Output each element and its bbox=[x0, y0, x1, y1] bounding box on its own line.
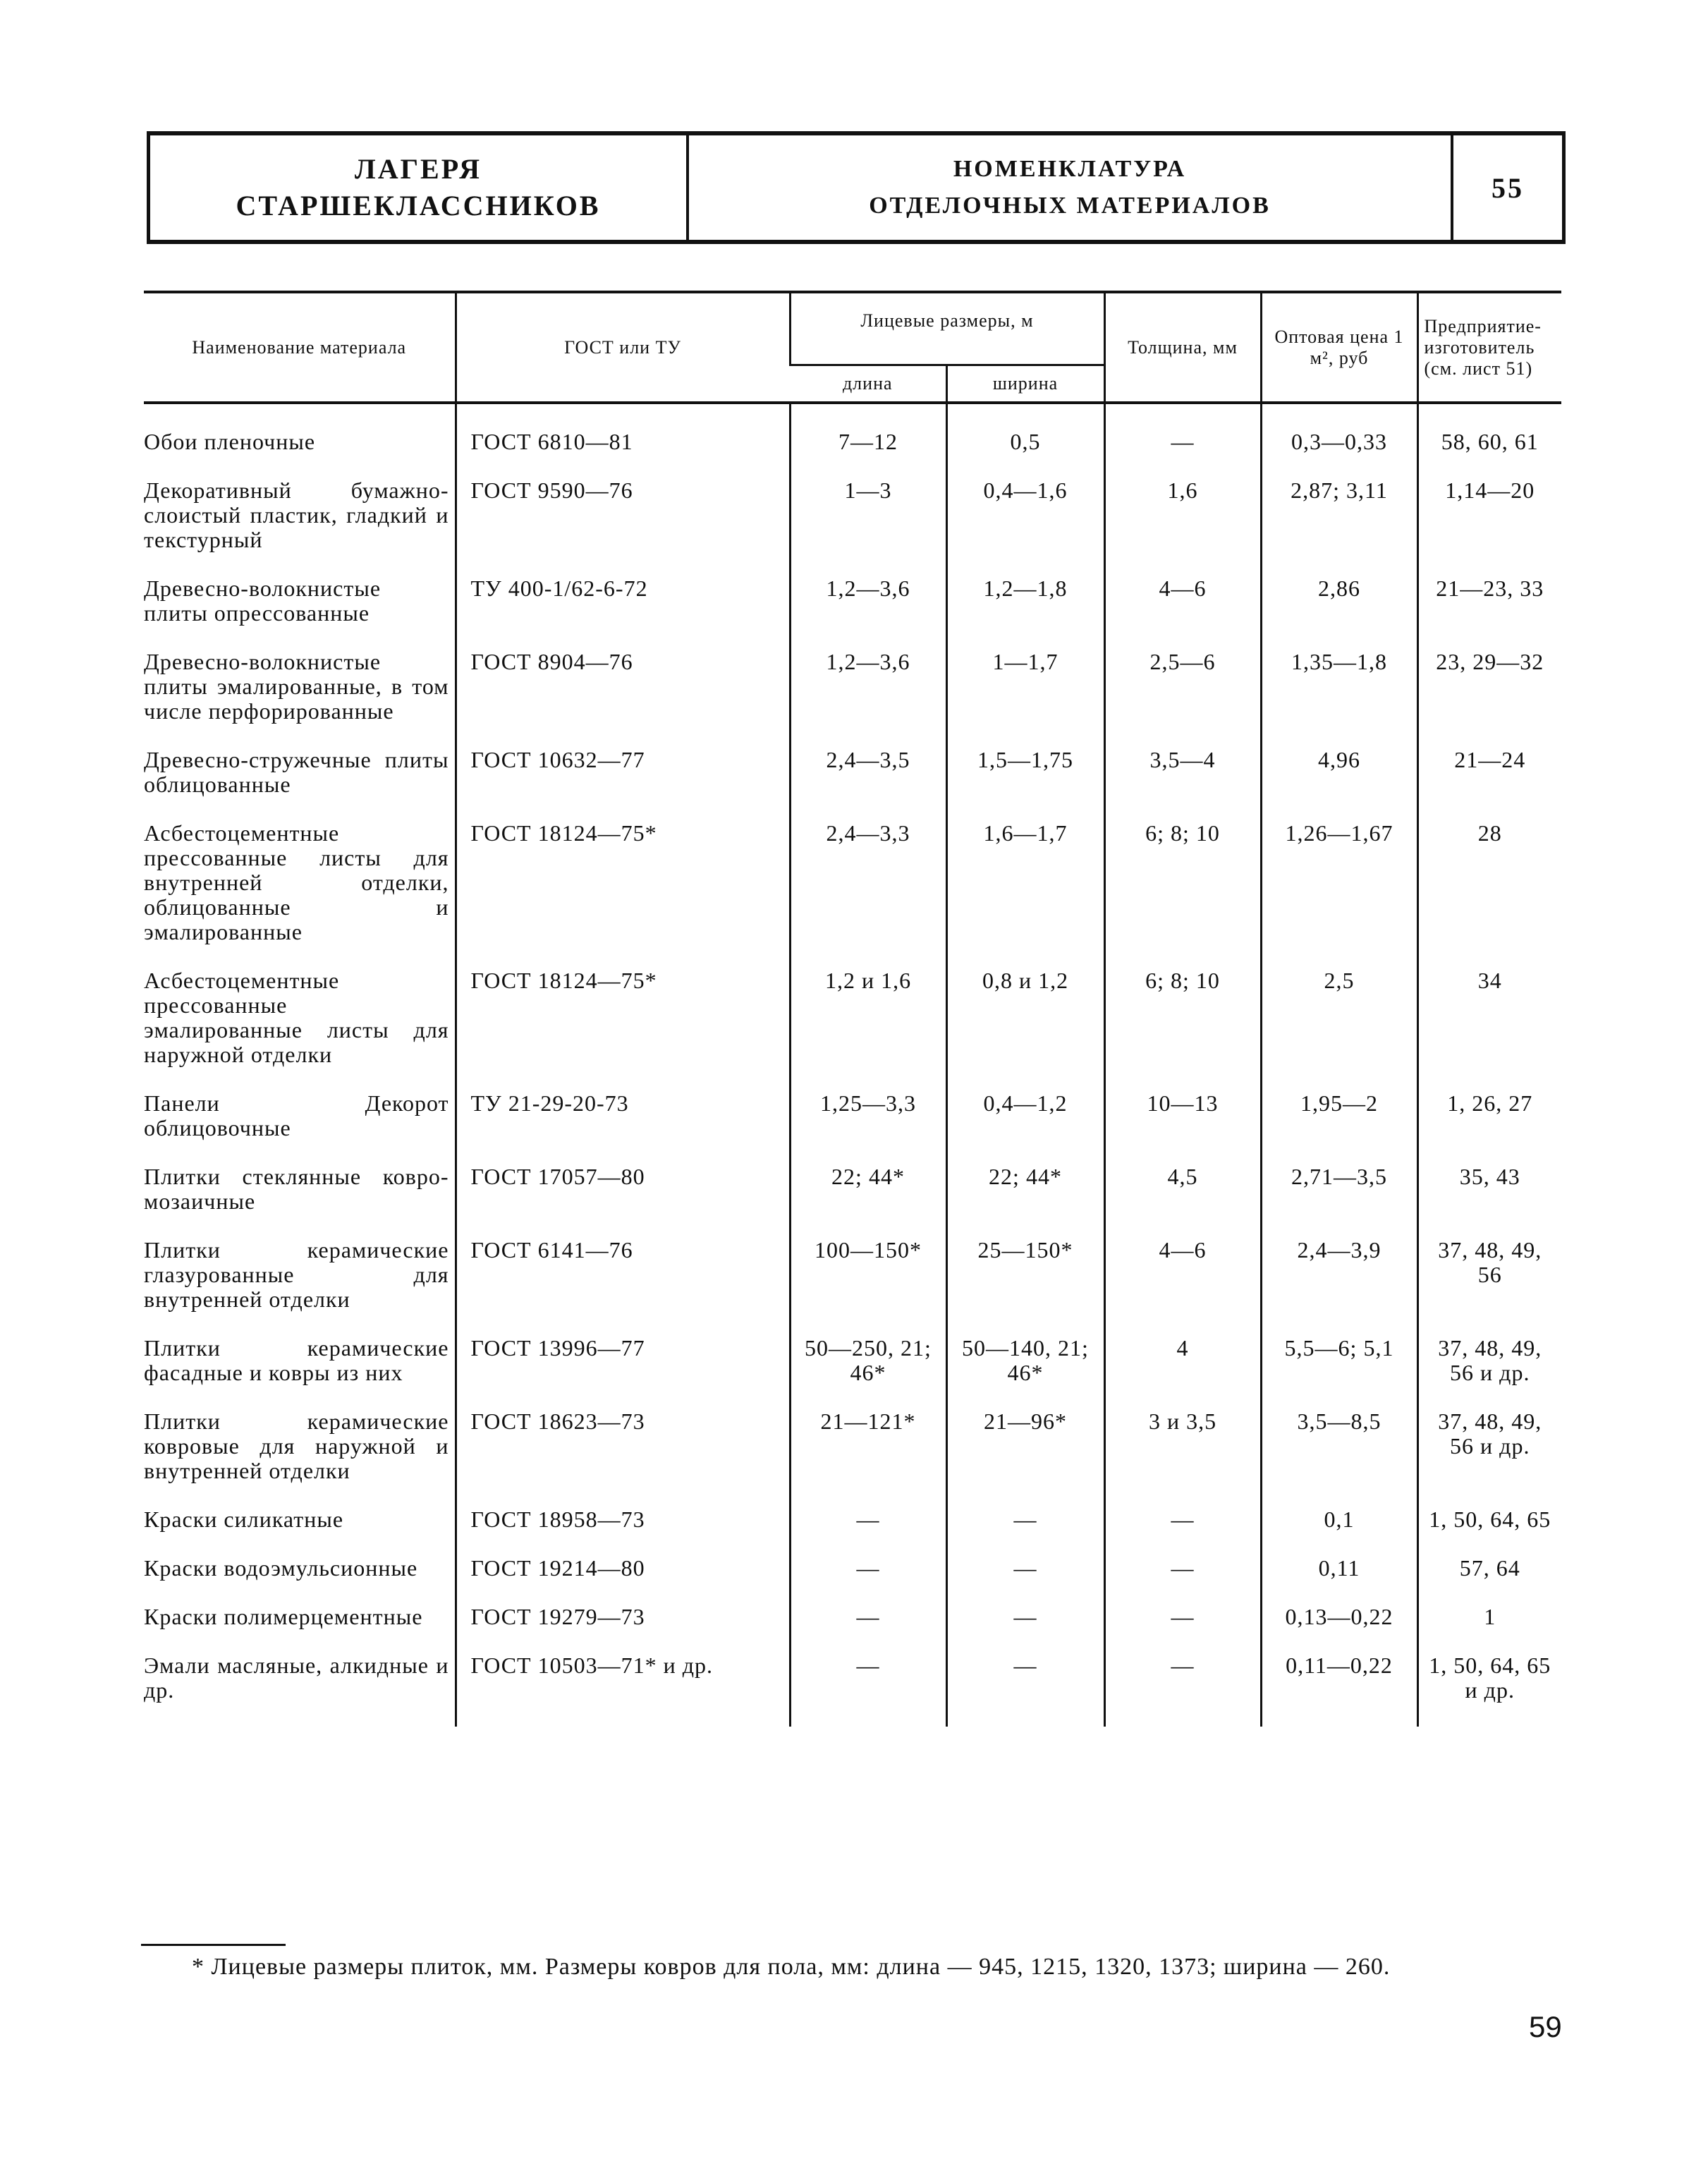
cell-maker: 23, 29—32 bbox=[1417, 650, 1561, 748]
cell-gost: ГОСТ 6141—76 bbox=[456, 1238, 790, 1336]
cell-name: Плитки керамические фасадные и ковры из них bbox=[144, 1335, 449, 1385]
cell-width: — bbox=[946, 1556, 1104, 1605]
sheet-title-line1: НОМЕНКЛАТУРА bbox=[953, 156, 1187, 182]
col-header-thickness: Толщина, мм bbox=[1104, 292, 1261, 403]
cell-maker: 58, 60, 61 bbox=[1417, 403, 1561, 478]
cell-thickness: 4 bbox=[1104, 1336, 1261, 1409]
cell-name: Древесно-волокнистые плиты опрессованные bbox=[144, 576, 382, 626]
cell-gost: ГОСТ 13996—77 bbox=[456, 1336, 790, 1409]
table-row bbox=[144, 1336, 1561, 1409]
table-row bbox=[144, 650, 1561, 748]
cell-thickness: 10—13 bbox=[1104, 1091, 1261, 1164]
section-title bbox=[150, 135, 689, 240]
cell-thickness: 1,6 bbox=[1104, 478, 1261, 576]
cell-length: — bbox=[790, 1605, 946, 1653]
cell-name: Асбестоцементные прессованные эмалированные листы для наружной отделки bbox=[144, 968, 449, 1067]
cell-length: — bbox=[790, 1653, 946, 1727]
cell-name: Краски водоэмульсионные bbox=[144, 1555, 418, 1581]
cell-price: 3,5—8,5 bbox=[1261, 1409, 1417, 1507]
sheet-number: 55 bbox=[1492, 171, 1524, 204]
cell-gost: ГОСТ 19214—80 bbox=[456, 1556, 790, 1605]
cell-name: Плитки керамические глазурованные для внутренней отделки bbox=[144, 1237, 449, 1312]
cell-thickness: — bbox=[1104, 1653, 1261, 1727]
cell-price: 2,87; 3,11 bbox=[1261, 478, 1417, 576]
cell-width: 50—140, 21; 46* bbox=[946, 1336, 1104, 1409]
cell-name: Обои пленочные bbox=[144, 429, 316, 454]
cell-name: Краски силикатные bbox=[144, 1507, 344, 1532]
cell-price: 0,1 bbox=[1261, 1507, 1417, 1556]
cell-length: 1—3 bbox=[790, 478, 946, 576]
cell-maker: 21—23, 33 bbox=[1417, 576, 1561, 650]
cell-name: Плитки стеклянные ковро-мозаичные bbox=[144, 1164, 449, 1214]
table-row bbox=[144, 1556, 1561, 1605]
cell-thickness: — bbox=[1104, 1507, 1261, 1556]
cell-thickness: — bbox=[1104, 1556, 1261, 1605]
cell-length: 7—12 bbox=[790, 403, 946, 478]
cell-maker: 35, 43 bbox=[1417, 1164, 1561, 1238]
cell-price: 5,5—6; 5,1 bbox=[1261, 1336, 1417, 1409]
cell-price: 0,13—0,22 bbox=[1261, 1605, 1417, 1653]
cell-gost: ГОСТ 6810—81 bbox=[456, 403, 790, 478]
cell-gost: ГОСТ 18958—73 bbox=[456, 1507, 790, 1556]
page-number: 59 bbox=[1529, 2010, 1562, 2043]
cell-maker: 1,14—20 bbox=[1417, 478, 1561, 576]
cell-price: 1,95—2 bbox=[1261, 1091, 1417, 1164]
cell-width: — bbox=[946, 1653, 1104, 1727]
cell-name: Древесно-стружечные плиты облицованные bbox=[144, 747, 449, 797]
section-title-line2: СТАРШЕКЛАССНИКОВ bbox=[236, 190, 601, 221]
col-header-gost: ГОСТ или ТУ bbox=[456, 292, 790, 403]
cell-maker: 37, 48, 49, 56 и др. bbox=[1417, 1336, 1561, 1409]
cell-gost: ГОСТ 10632—77 bbox=[456, 748, 790, 821]
cell-thickness: 4—6 bbox=[1104, 1238, 1261, 1336]
table-row bbox=[144, 478, 1561, 576]
cell-gost: ГОСТ 19279—73 bbox=[456, 1605, 790, 1653]
cell-width: 1,5—1,75 bbox=[946, 748, 1104, 821]
cell-width: 25—150* bbox=[946, 1238, 1104, 1336]
cell-thickness: 4—6 bbox=[1104, 576, 1261, 650]
cell-price: 4,96 bbox=[1261, 748, 1417, 821]
cell-length: 100—150* bbox=[790, 1238, 946, 1336]
cell-thickness: — bbox=[1104, 403, 1261, 478]
footnote: * Лицевые размеры плиток, мм. Размеры ковров для пола, мм: длина — 945, 1215, 1320, 1373; ширина — 260. bbox=[192, 1954, 1391, 1980]
cell-gost: ТУ 21-29-20-73 bbox=[456, 1091, 790, 1164]
cell-width: 0,8 и 1,2 bbox=[946, 968, 1104, 1091]
cell-width: 1—1,7 bbox=[946, 650, 1104, 748]
col-header-length: длина bbox=[790, 365, 946, 403]
cell-length: 1,2—3,6 bbox=[790, 576, 946, 650]
table-row bbox=[144, 968, 1561, 1091]
table-row bbox=[144, 1605, 1561, 1653]
table-row bbox=[144, 748, 1561, 821]
cell-price: 0,11—0,22 bbox=[1261, 1653, 1417, 1727]
col-header-face-sizes: Лицевые размеры, м bbox=[790, 292, 1104, 365]
cell-gost: ГОСТ 10503—71* и др. bbox=[456, 1653, 790, 1727]
cell-length: 1,25—3,3 bbox=[790, 1091, 946, 1164]
cell-name: Краски полимерцементные bbox=[144, 1604, 423, 1629]
cell-thickness: 3 и 3,5 bbox=[1104, 1409, 1261, 1507]
col-header-price: Оптовая цена 1 м², руб bbox=[1261, 292, 1417, 403]
cell-length: 50—250, 21; 46* bbox=[790, 1336, 946, 1409]
cell-width: 1,2—1,8 bbox=[946, 576, 1104, 650]
table-row bbox=[144, 1091, 1561, 1164]
cell-maker: 1, 26, 27 bbox=[1417, 1091, 1561, 1164]
cell-length: 22; 44* bbox=[790, 1164, 946, 1238]
cell-width: — bbox=[946, 1605, 1104, 1653]
cell-gost: ГОСТ 8904—76 bbox=[456, 650, 790, 748]
cell-maker: 37, 48, 49, 56 bbox=[1417, 1238, 1561, 1336]
cell-maker: 21—24 bbox=[1417, 748, 1561, 821]
cell-thickness: 3,5—4 bbox=[1104, 748, 1261, 821]
table-row bbox=[144, 1409, 1561, 1507]
materials-table bbox=[144, 291, 1561, 1727]
cell-maker: 34 bbox=[1417, 968, 1561, 1091]
table-row bbox=[144, 403, 1561, 478]
cell-price: 1,35—1,8 bbox=[1261, 650, 1417, 748]
cell-gost: ГОСТ 18124—75* bbox=[456, 821, 790, 968]
cell-price: 2,86 bbox=[1261, 576, 1417, 650]
cell-width: 21—96* bbox=[946, 1409, 1104, 1507]
col-header-width: ширина bbox=[946, 365, 1104, 403]
cell-price: 2,4—3,9 bbox=[1261, 1238, 1417, 1336]
footnote-rule bbox=[141, 1944, 286, 1946]
cell-name: Древесно-волокнистые плиты эмалированные, в том числе перфорированные bbox=[144, 649, 449, 724]
cell-price: 1,26—1,67 bbox=[1261, 821, 1417, 968]
table-row bbox=[144, 1507, 1561, 1556]
cell-gost: ГОСТ 17057—80 bbox=[456, 1164, 790, 1238]
cell-width: 0,5 bbox=[946, 403, 1104, 478]
cell-width: — bbox=[946, 1507, 1104, 1556]
cell-maker: 28 bbox=[1417, 821, 1561, 968]
cell-length: 21—121* bbox=[790, 1409, 946, 1507]
cell-width: 0,4—1,6 bbox=[946, 478, 1104, 576]
sheet-title-line2: ОТДЕЛОЧНЫХ МАТЕРИАЛОВ bbox=[869, 193, 1271, 219]
cell-width: 0,4—1,2 bbox=[946, 1091, 1104, 1164]
sheet-header bbox=[147, 131, 1566, 244]
cell-maker: 57, 64 bbox=[1417, 1556, 1561, 1605]
cell-length: 1,2 и 1,6 bbox=[790, 968, 946, 1091]
cell-gost: ГОСТ 9590—76 bbox=[456, 478, 790, 576]
table-row bbox=[144, 1238, 1561, 1336]
cell-name: Панели Декорот облицовочные bbox=[144, 1090, 449, 1140]
cell-thickness: 6; 8; 10 bbox=[1104, 968, 1261, 1091]
cell-price: 2,5 bbox=[1261, 968, 1417, 1091]
table-row bbox=[144, 1653, 1561, 1727]
cell-maker: 1, 50, 64, 65 и др. bbox=[1417, 1653, 1561, 1727]
cell-gost: ГОСТ 18124—75* bbox=[456, 968, 790, 1091]
cell-length: 1,2—3,6 bbox=[790, 650, 946, 748]
cell-thickness: 6; 8; 10 bbox=[1104, 821, 1261, 968]
cell-name: Плитки керамические ковровые для наружной и внутренней отделки bbox=[144, 1408, 449, 1483]
cell-length: 2,4—3,3 bbox=[790, 821, 946, 968]
cell-maker: 37, 48, 49, 56 и др. bbox=[1417, 1409, 1561, 1507]
cell-gost: ГОСТ 18623—73 bbox=[456, 1409, 790, 1507]
cell-name: Декоративный бумажно-слоистый пластик, гладкий и текстурный bbox=[144, 477, 449, 552]
cell-maker: 1, 50, 64, 65 bbox=[1417, 1507, 1561, 1556]
cell-name: Эмали масляные, алкидные и др. bbox=[144, 1653, 449, 1703]
cell-thickness: — bbox=[1104, 1605, 1261, 1653]
section-title-line1: ЛАГЕРЯ bbox=[354, 153, 482, 185]
cell-width: 22; 44* bbox=[946, 1164, 1104, 1238]
cell-maker: 1 bbox=[1417, 1605, 1561, 1653]
cell-length: — bbox=[790, 1556, 946, 1605]
cell-thickness: 2,5—6 bbox=[1104, 650, 1261, 748]
cell-price: 0,3—0,33 bbox=[1261, 403, 1417, 478]
cell-thickness: 4,5 bbox=[1104, 1164, 1261, 1238]
table-row bbox=[144, 821, 1561, 968]
table-row bbox=[144, 1164, 1561, 1238]
cell-length: — bbox=[790, 1507, 946, 1556]
cell-length: 2,4—3,5 bbox=[790, 748, 946, 821]
cell-price: 2,71—3,5 bbox=[1261, 1164, 1417, 1238]
col-header-maker: Предприятие-изготовитель (см. лист 51) bbox=[1417, 292, 1561, 403]
cell-price: 0,11 bbox=[1261, 1556, 1417, 1605]
table-row bbox=[144, 576, 1561, 650]
cell-width: 1,6—1,7 bbox=[946, 821, 1104, 968]
cell-name: Асбестоцементные прессованные листы для внутренней отделки, облицованные и эмалированные bbox=[144, 820, 449, 944]
col-header-name: Наименование материала bbox=[144, 292, 456, 403]
cell-gost: ТУ 400-1/62-6-72 bbox=[456, 576, 790, 650]
sheet-title bbox=[689, 135, 1453, 240]
